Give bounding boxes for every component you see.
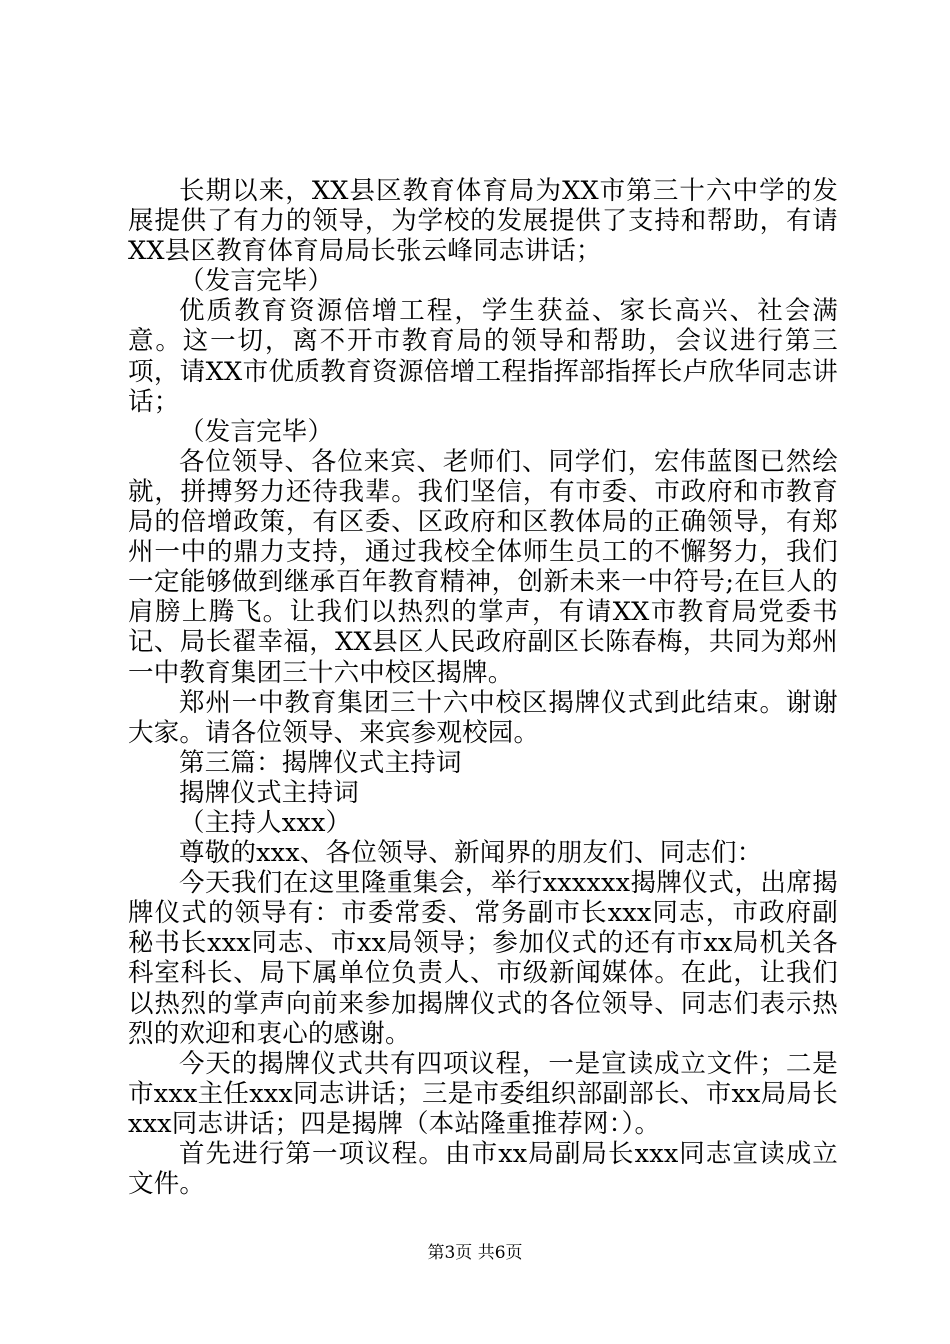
paragraph: 今天的揭牌仪式共有四项议程，一是宣读成立文件；二是市xxx主任xxx同志讲话；三是市委组织部副部长、市xx局局长xxx同志讲话；四是揭牌（本站隆重推荐网：）。 [128, 1048, 838, 1139]
paragraph: 首先进行第一项议程。由市xx局副局长xxx同志宣读成立文件。 [128, 1139, 838, 1200]
page-footer [0, 1242, 950, 1264]
paragraph: 郑州一中教育集团三十六中校区揭牌仪式到此结束。谢谢大家。请各位领导、来宾参观校园。 [128, 687, 838, 748]
paragraph: （发言完毕） [179, 266, 334, 297]
paragraph: 今天我们在这里隆重集会，举行xxxxxx揭牌仪式，出席揭牌仪式的领导有：市委常委、常务副市长xxx同志，市政府副秘书长xxx同志、市xx局领导；参加仪式的还有市xx局机关各科室科长、局下属单位负责人、市级新闻媒体。在此，让我们以热烈的掌声向前来参加揭牌仪式的各位领导、同志们表示热烈的欢迎和衷心的感谢。 [128, 868, 838, 1049]
paragraph: 长期以来，XX县区教育体育局为XX市第三十六中学的发展提供了有力的领导，为学校的发展提供了支持和帮助，有请XX县区教育体育局局长张云峰同志讲话； [128, 176, 838, 267]
section-title: 揭牌仪式主持词 [179, 777, 359, 808]
document-body [128, 176, 838, 1199]
greeting: 尊敬的xxx、各位领导、新闻界的朋友们、同志们： [179, 838, 763, 869]
paragraph: 各位领导、各位来宾、老师们、同学们，宏伟蓝图已然绘就，拼搏努力还待我辈。我们坚信，有市委、市政府和市教育局的倍增政策，有区委、区政府和区教体局的正确领导，有郑州一中的鼎力支持，通过我校全体师生员工的不懈努力，我们一定能够做到继承百年教育精神，创新未来一中符号;在巨人的肩膀上腾飞。让我们以热烈的掌声，有请XX市教育局党委书记、局长翟幸福，XX县区人民政府副区长陈春梅，共同为郑州一中教育集团三十六中校区揭牌。 [128, 446, 838, 688]
paragraph: （发言完毕） [179, 416, 334, 447]
section-heading: 第三篇：揭牌仪式主持词 [179, 747, 462, 778]
paragraph: 优质教育资源倍增工程，学生获益、家长高兴、社会满意。这一切，离不开市教育局的领导和帮助，会议进行第三项，请XX市优质教育资源倍增工程指挥部指挥长卢欣华同志讲话； [128, 296, 838, 417]
host-line: （主持人xxx） [179, 807, 352, 838]
page-number: 第3页 共6页 [427, 1243, 523, 1263]
